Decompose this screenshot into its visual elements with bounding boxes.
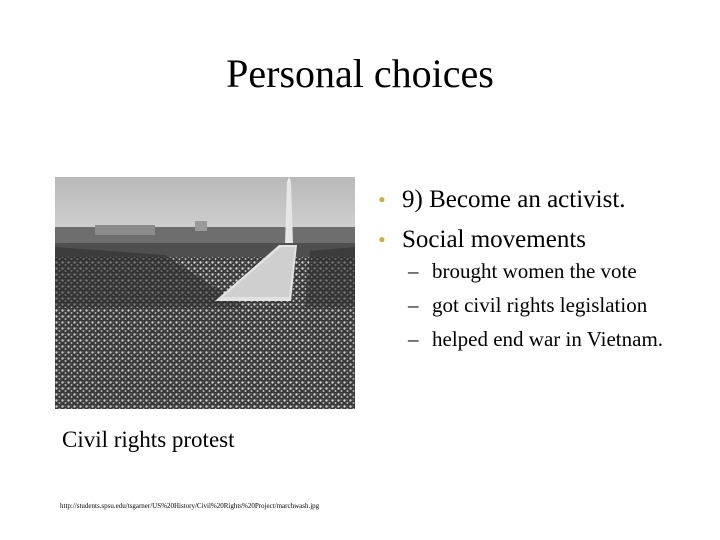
bullet-dot-icon: • [378,227,386,252]
sub-bullet-item [408,290,708,321]
bullet-item [376,180,706,220]
bullet-text: Social movements [402,226,586,253]
sub-bullet-list [408,256,708,358]
dash-marker: – [408,293,419,317]
photo-caption: Civil rights protest [62,427,235,452]
dash-marker: – [408,327,419,351]
sub-bullet-text: brought women the vote [432,259,637,283]
dash-marker: – [408,259,419,283]
bullet-text: 9) Become an activist. [402,186,626,213]
protest-photo [55,177,355,409]
bullet-item [376,220,706,260]
slide-title: Personal choices [226,51,494,96]
bullet-list [376,180,706,260]
sub-bullet-text: helped end war in Vietnam. [432,327,664,351]
sub-bullet-item [408,324,708,355]
image-source-url: http://students.spsu.edu/tsgarner/US%20History/Civil%20Rights%20Project/marchwash.jpg [60,502,320,510]
sub-bullet-text: got civil rights legislation [432,293,648,317]
sub-bullet-item [408,256,708,287]
bullet-dot-icon: • [378,187,386,212]
